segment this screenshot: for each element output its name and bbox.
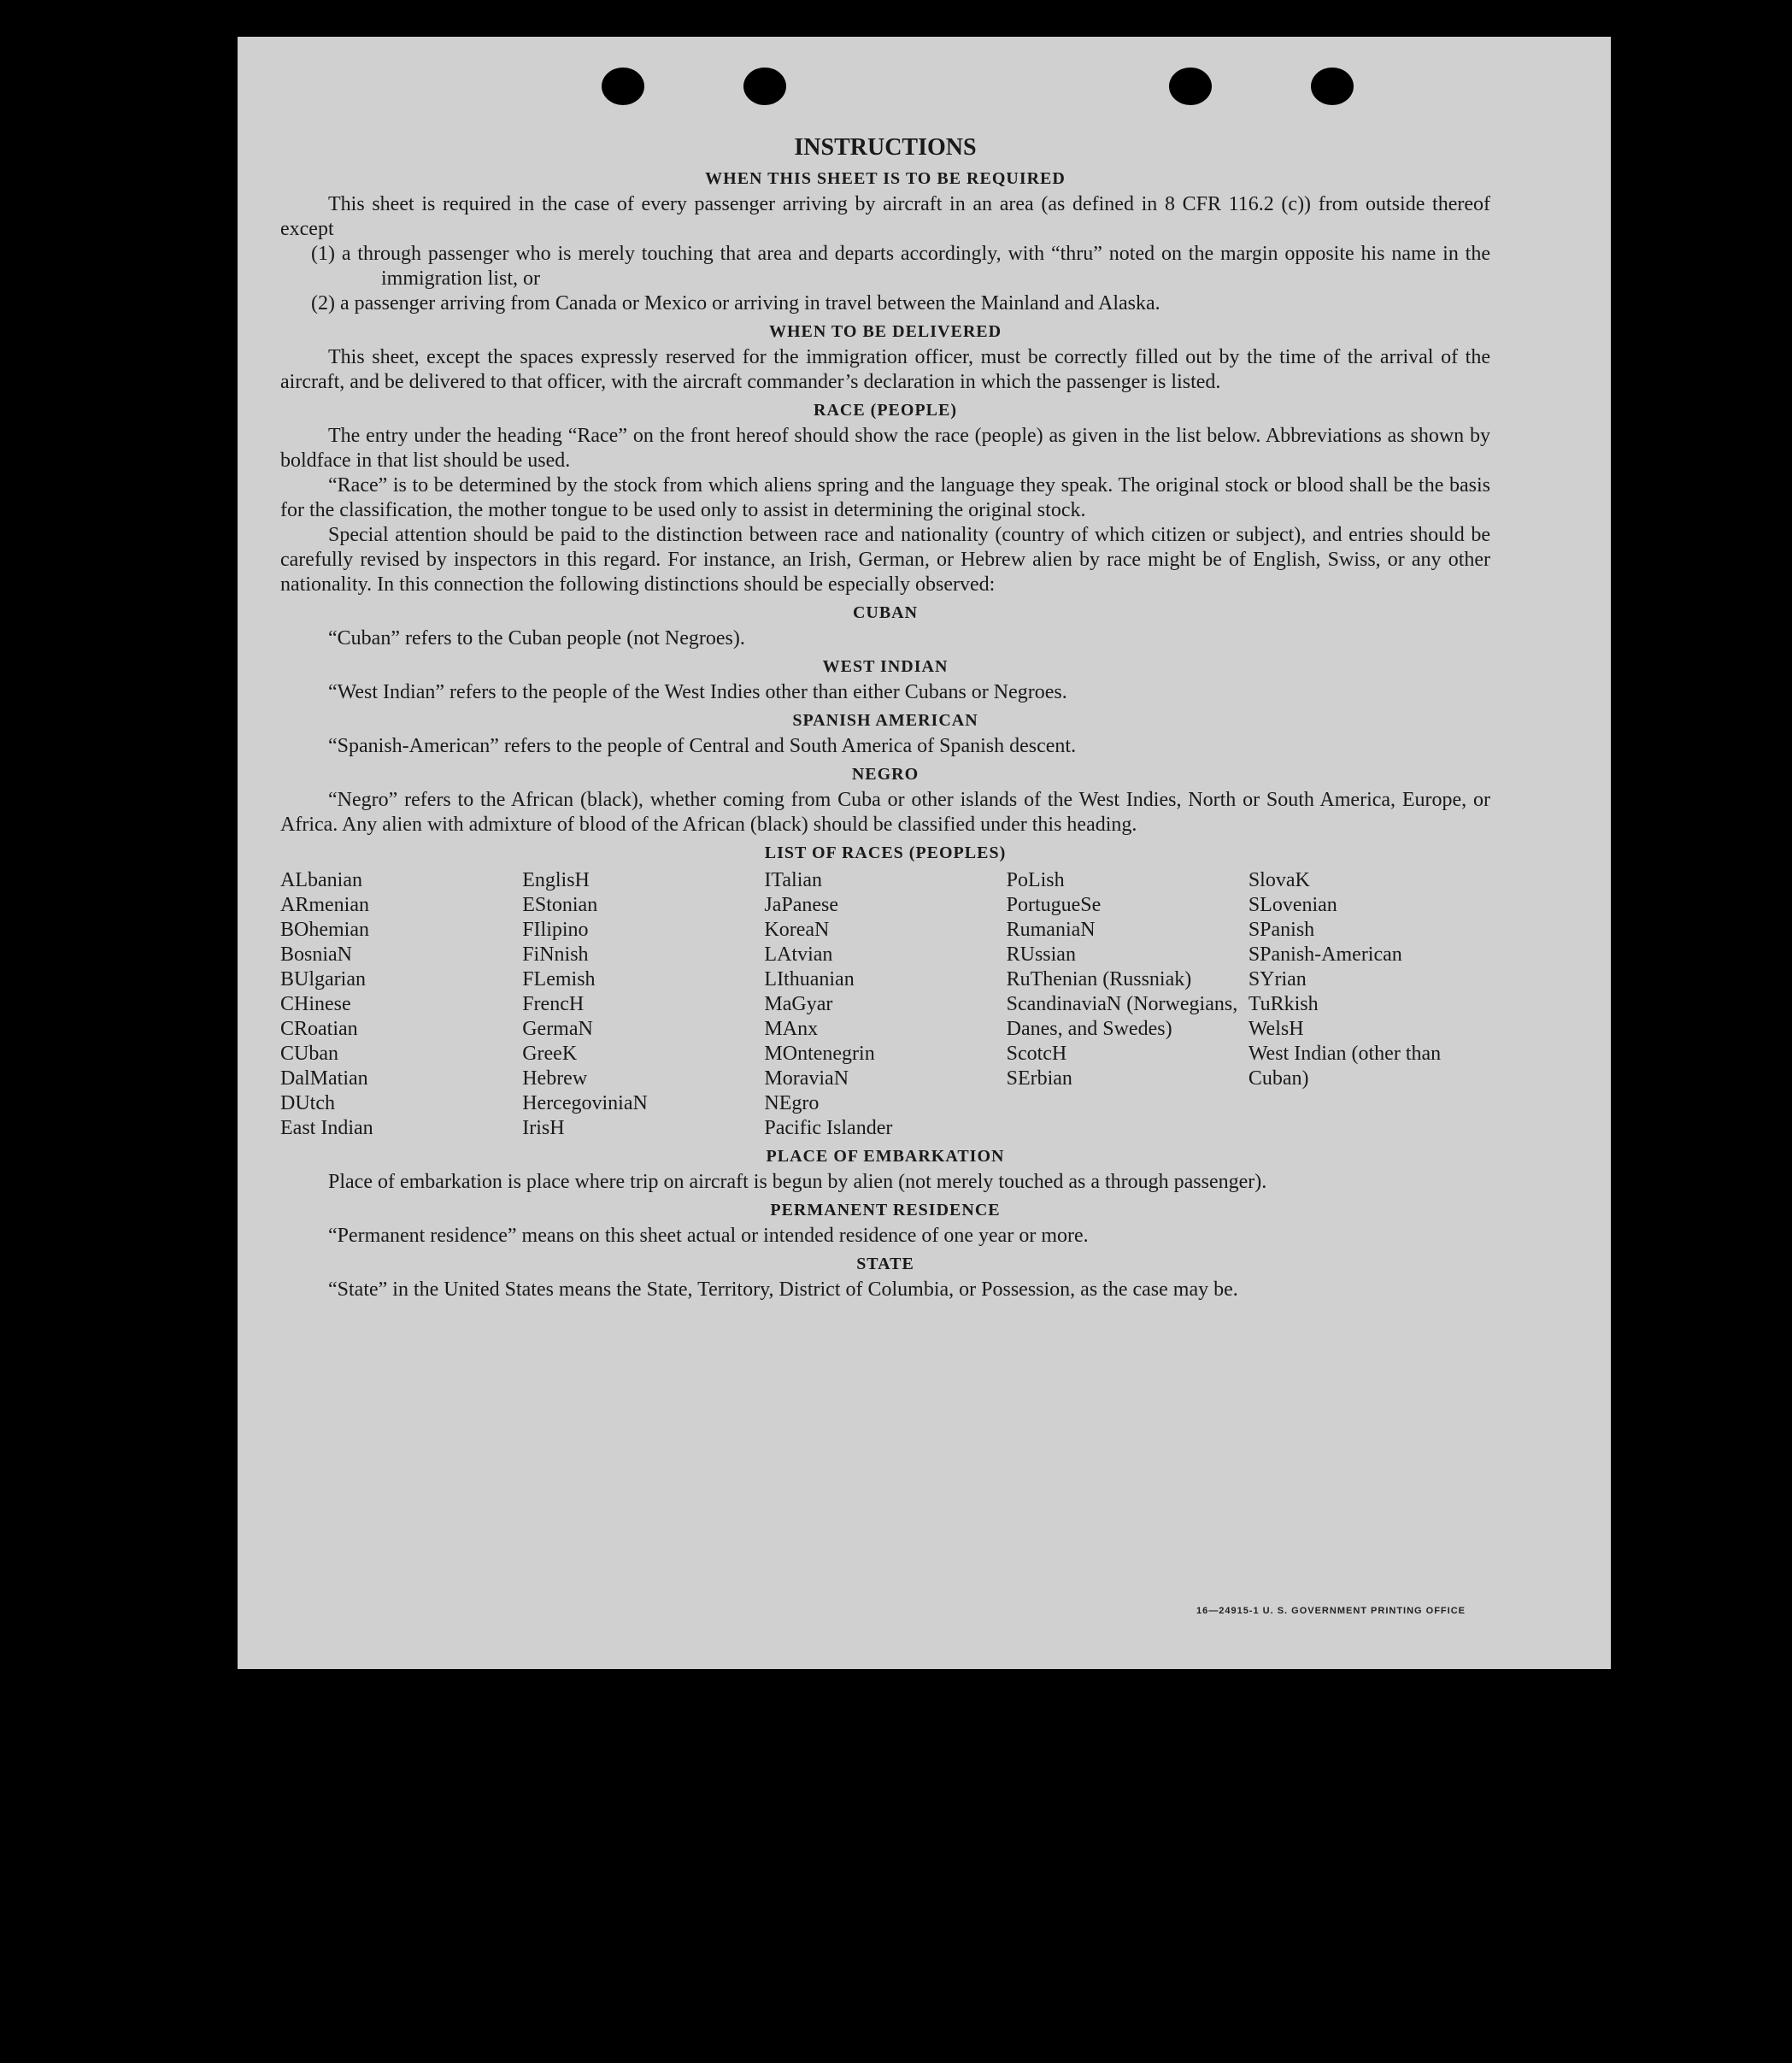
section-heading-spanish-american: SPANISH AMERICAN	[792, 711, 978, 730]
negro-text: “Negro” refers to the African (black), whether coming from Cuba or other islands of the West Indies, North or South America, Europe, or Africa. Any alien with admixture of blood of the African (black) should be classified under this heading.	[280, 789, 1490, 836]
race-entry: MaGyar	[764, 993, 833, 1015]
required-item-1: (1) a through passenger who is merely touching that area and departs accordingly, with “thru” noted on the margin opposite his name in the immigration list, or	[311, 243, 1490, 290]
section-heading-cuban: CUBAN	[852, 603, 919, 622]
race-entry: JaPanese	[764, 894, 839, 916]
race-paragraph-3: Special attention should be paid to the distinction between race and nationality (country of which citizen or subject), and entries should be carefully revised by inspectors in this regard. For instance, an Irish, German, or Hebrew alien by race might be of English, Swiss, or any other nationality. In this connection the following distinctions should be especially observed:	[280, 524, 1490, 596]
section-heading-west-indian: WEST INDIAN	[822, 657, 949, 676]
race-entry: PortugueSe	[1006, 894, 1102, 916]
state-text: “State” in the United States means the State, Territory, District of Columbia, or Possession, as the case may be.	[328, 1278, 1238, 1301]
section-heading-list: LIST OF RACES (PEOPLES)	[764, 843, 1007, 862]
race-entry: IrisH	[522, 1117, 565, 1139]
race-entry: ScandinaviaN (Norwegians, Danes, and Swedes)	[1006, 993, 1238, 1040]
race-entry: RuThenian (Russniak)	[1006, 968, 1192, 990]
punch-hole	[1311, 68, 1354, 105]
race-entry: ITalian	[764, 869, 823, 891]
race-entry: DUtch	[280, 1092, 335, 1114]
races-list	[280, 868, 1490, 1141]
embarkation-text: Place of embarkation is place where trip on aircraft is begun by alien (not merely touched as a through passenger).	[328, 1171, 1267, 1193]
section-heading-required: WHEN THIS SHEET IS TO BE REQUIRED	[705, 169, 1066, 188]
race-entry: SlovaK	[1248, 869, 1310, 891]
race-entry: BUlgarian	[280, 968, 366, 990]
race-entry: Pacific Islander	[764, 1117, 893, 1139]
race-entry: FIlipino	[522, 919, 589, 941]
race-entry: FrencH	[522, 993, 585, 1015]
required-item-2: (2) a passenger arriving from Canada or Mexico or arriving in travel between the Mainland and Alaska.	[311, 292, 1160, 314]
race-entry: GreeK	[522, 1043, 578, 1065]
race-entry: KoreaN	[764, 919, 830, 941]
spanish-american-text: “Spanish-American” refers to the people of Central and South America of Spanish descent.	[328, 735, 1077, 757]
document-sheet	[238, 37, 1611, 1669]
punch-hole	[602, 68, 644, 105]
race-entry: GermaN	[522, 1018, 593, 1040]
section-heading-embarkation: PLACE OF EMBARKATION	[766, 1147, 1005, 1166]
race-entry: ScotcH	[1006, 1043, 1067, 1065]
race-entry: PoLish	[1006, 869, 1065, 891]
races-column	[280, 868, 522, 1141]
race-entry: SPanish	[1248, 919, 1315, 941]
race-entry: ARmenian	[280, 894, 369, 916]
punch-hole	[1169, 68, 1212, 105]
races-column	[1249, 868, 1490, 1141]
page-title: INSTRUCTIONS	[794, 134, 977, 161]
race-entry: CHinese	[280, 993, 351, 1015]
race-entry: SYrian	[1248, 968, 1307, 990]
race-entry: East Indian	[280, 1117, 373, 1139]
race-entry: MAnx	[764, 1018, 819, 1040]
section-heading-state: STATE	[856, 1255, 914, 1273]
section-heading-race: RACE (PEOPLE)	[814, 401, 957, 420]
race-entry: HercegoviniaN	[522, 1092, 648, 1114]
race-entry: SErbian	[1006, 1067, 1072, 1090]
cuban-text: “Cuban” refers to the Cuban people (not Negroes).	[328, 627, 745, 649]
races-column	[1007, 868, 1249, 1141]
required-intro: This sheet is required in the case of every passenger arriving by aircraft in an area (as defined in 8 CFR 116.2 (c)) from outside thereof except	[280, 193, 1490, 240]
race-paragraph-1: The entry under the heading “Race” on the front hereof should show the race (people) as given in the list below. Abbreviations as shown by boldface in that list should be used.	[280, 425, 1490, 472]
races-column	[764, 868, 1006, 1141]
race-entry: Hebrew	[522, 1067, 588, 1090]
race-entry: TuRkish	[1248, 993, 1319, 1015]
race-entry: EStonian	[522, 894, 598, 916]
section-heading-delivered: WHEN TO BE DELIVERED	[768, 322, 1002, 341]
race-entry: WelsH	[1248, 1018, 1304, 1040]
west-indian-text: “West Indian” refers to the people of the West Indies other than either Cubans or Negroes.	[328, 681, 1067, 703]
section-heading-residence: PERMANENT RESIDENCE	[770, 1201, 1001, 1220]
race-entry: LIthuanian	[764, 968, 855, 990]
race-entry: MoraviaN	[764, 1067, 849, 1090]
race-entry: FLemish	[522, 968, 596, 990]
race-entry: RUssian	[1006, 943, 1076, 966]
race-entry: RumaniaN	[1006, 919, 1096, 941]
race-entry: DalMatian	[280, 1067, 368, 1090]
race-entry: CUban	[280, 1043, 338, 1065]
race-entry: ALbanian	[280, 869, 362, 891]
residence-text: “Permanent residence” means on this sheet actual or intended residence of one year or more.	[328, 1225, 1089, 1247]
race-entry: NEgro	[764, 1092, 820, 1114]
race-entry: BOhemian	[280, 919, 369, 941]
section-heading-negro: NEGRO	[851, 765, 920, 784]
race-entry: BosniaN	[280, 943, 352, 966]
punch-hole	[743, 68, 786, 105]
race-entry: MOntenegrin	[764, 1043, 875, 1065]
race-entry: West Indian (other than Cuban)	[1248, 1043, 1442, 1090]
race-entry: SLovenian	[1248, 894, 1337, 916]
delivered-text: This sheet, except the spaces expressly reserved for the immigration officer, must be correctly filled out by the time of the arrival of the aircraft, and be delivered to that officer, with the aircraft commander’s declaration in which the passenger is listed.	[280, 346, 1490, 393]
race-entry: SPanish-American	[1248, 943, 1402, 966]
race-entry: LAtvian	[764, 943, 833, 966]
race-paragraph-2: “Race” is to be determined by the stock from which aliens spring and the language they speak. The original stock or blood shall be the basis for the classification, the mother tongue to be used only to assist in determining the original stock.	[280, 474, 1490, 521]
race-entry: EnglisH	[522, 869, 590, 891]
printing-office-code: 16—24915-1 U. S. GOVERNMENT PRINTING OFFICE	[1196, 1606, 1466, 1616]
races-column	[522, 868, 764, 1141]
instructions-page	[280, 132, 1490, 1302]
race-entry: FiNnish	[522, 943, 589, 966]
race-entry: CRoatian	[280, 1018, 358, 1040]
